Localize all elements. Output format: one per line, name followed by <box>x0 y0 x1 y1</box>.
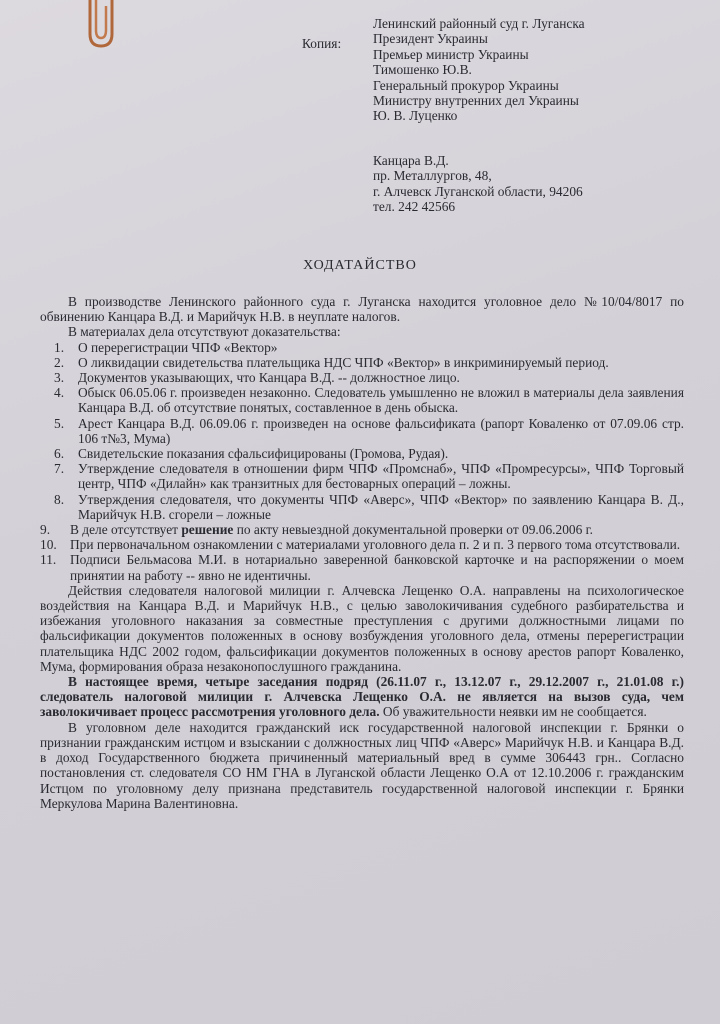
hearings-paragraph: В настоящее время, четыре заседания подряд (26.11.07 г., 13.12.07 г., 29.12.2007 г., 21.01.08 г.) следователь налоговой милиции г. Алчевска Лещенко О.А. не является на вызов суда, чем заволокичивает процесс рассмотрения уголовного дела. Об уважительности неявки им не сообщается. <box>40 674 684 720</box>
evidence-heading: В материалах дела отсутствуют доказательства: <box>68 324 341 340</box>
sender-phone: тел. 242 42566 <box>373 199 456 215</box>
list-item: 8. Утверждения следователя, что документы ЧПФ «Аверс», ЧПФ «Вектор» по заявлению Канцара В. Д., Марийчук Н.В. сгорели – ложные <box>54 491 684 522</box>
actions-paragraph: Действия следователя налоговой милиции г. Алчевска Лещенко О.А. направлены на психологическое воздействия на Канцара В.Д. и Марийчук Н.В., с целью заволокичивания судебного разбирательства и избежания уголовного наказания за совместные преступления с другими должностными лицами по фальсификации документов положенных в основу возбуждения уголовного дела, отмены перерегистрации плательщика НДС 2002 годом, фальсификации документов положенных в основу арестов рапорт Коваленко, Мума, формирования образа незаконопослушного гражданина. <box>40 582 684 674</box>
copy-label: Копия: <box>302 36 342 51</box>
list-item: 11. Подписи Бельмасова М.И. в нотариально заверенной банковской карточке и на распоряжении о моем принятии на работу -- явно не идентичны. <box>40 552 684 583</box>
recipient-line: Президент Украины <box>373 31 488 47</box>
list-item: 5. Арест Канцара В.Д. 06.09.06 г. произведен на основе фальсификата (рапорт Коваленко от 07.09.06 стр. 106 т№3, Мума) <box>54 415 684 446</box>
civil-claim-paragraph: В уголовном деле находится гражданский иск государственной налоговой инспекции г. Брянки о признании гражданским истцом и взыскании с должностных лиц ЧПФ «Аверс» Марийчук Н.В. и Канцара В.Д. в доход Государственного бюджета причиненный материальный вред в сумме 306443 грн.. Согласно постановления ст. следователя СО НМ ГНА в Луганской области Лещенко О.А от 12.10.2006 г. гражданским Истцом по уголовному делу признана представитель государственной налоговой инспекции г. Брянки Меркулова Марина Валентиновна. <box>40 719 684 811</box>
paperclip-icon <box>84 0 118 52</box>
list-item: 7. Утверждение следователя в отношении фирм ЧПФ «Промснаб», ЧПФ «Промресурсы», ЧПФ Торговый центр, ЧПФ «Дилайн» как транзитных для бестоварных операций – ложны. <box>54 461 684 492</box>
list-item: 2. О ликвидации свидетельства плательщика НДС ЧПФ «Вектор» в инкриминируемый период. <box>54 354 609 370</box>
recipient-line: Премьер министр Украины <box>373 46 529 62</box>
recipient-line: Ю. В. Луценко <box>373 108 458 124</box>
list-item: 6. Свидетельские показания сфальсифицированы (Громова, Рудая). <box>54 446 449 462</box>
list-item: 9. В деле отсутствует решение по акту невыездной документальной проверки от 09.06.2006 г. <box>40 522 593 538</box>
recipient-line: Генеральный прокурор Украины <box>373 77 559 93</box>
sender-city: г. Алчевск Луганской области, 94206 <box>373 183 583 199</box>
sender-street: пр. Металлургов, 48, <box>373 168 492 184</box>
recipient-line: Тимошенко Ю.В. <box>373 62 472 78</box>
sender-name: Канцара В.Д. <box>373 153 449 168</box>
recipient-line: Министру внутренних дел Украины <box>373 93 579 109</box>
recipient-line: Ленинский районный суд г. Луганска <box>373 16 585 31</box>
list-item: 3. Документов указывающих, что Канцара В.Д. -- должностное лицо. <box>54 370 460 386</box>
list-item: 1. О перерегистрации ЧПФ «Вектор» <box>54 339 278 355</box>
recipients-block <box>373 16 585 124</box>
document-body <box>40 294 684 811</box>
intro-paragraph: В производстве Ленинского районного суда г. Луганска находится уголовное дело №10/04/8017 по обвинению Канцара В.Д. и Марийчук Н.В. в неуплате налогов. <box>40 294 684 325</box>
sender-block <box>373 153 583 215</box>
list-item: 10. При первоначальном ознакомлении с материалами уголовного дела п. 2 и п. 3 первого тома отсутствовали. <box>40 537 681 553</box>
document-title: ХОДАТАЙСТВО <box>303 258 417 273</box>
list-item: 4. Обыск 06.05.06 г. произведен незаконно. Следователь умышленно не вложил в материалы дела заявления Канцара В.Д. об отсутствие понятых, составленное в день обыска. <box>54 385 684 416</box>
